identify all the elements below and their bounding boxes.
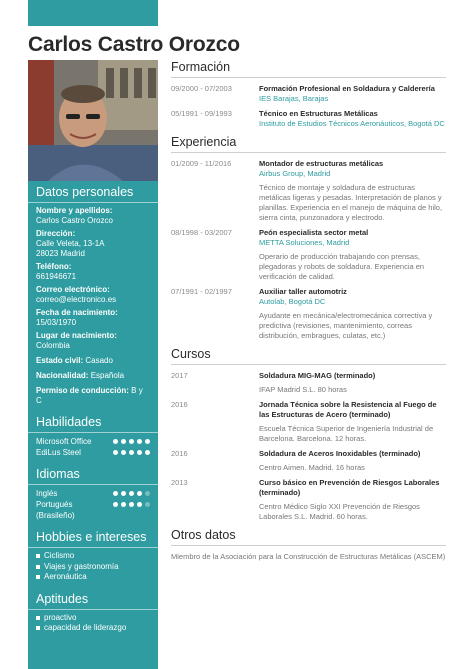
top-accent-bar	[28, 0, 158, 26]
level-dot	[121, 439, 126, 444]
field-nationality: Nacionalidad: Española	[36, 371, 125, 380]
level-dot	[113, 450, 118, 455]
level-dot	[121, 502, 126, 507]
skills-title: Habilidades	[28, 411, 158, 433]
list-item: capacidad de liderazgo	[36, 623, 150, 634]
sidebar	[28, 60, 158, 669]
field-civil-status: Estado civil: Casado	[36, 356, 113, 365]
experience-entry: 07/1991 - 02/1997 Auxiliar taller automotriz Autolab, Bogotá DC Ayudante en mecánica/electromecánica correctiva y predictiva (revisiones, mantenimiento, correas distribución, embragues, culatas, etc.)	[171, 287, 433, 340]
skill-level-dots	[113, 450, 150, 455]
field-birthdate: Fecha de nacimiento: 15/03/1970	[36, 308, 118, 327]
level-dot	[113, 491, 118, 496]
other-data-text: Miembro de la Asociación para la Construcción de Estructuras Metálicas (ASCEM)	[171, 552, 446, 561]
field-fullname: Nombre y apellidos: Carlos Castro Orozco	[36, 206, 113, 225]
level-dot	[113, 502, 118, 507]
education-entry: 09/2000 - 07/2003 Formación Profesional en Soldadura y Calderería IES Barajas, Barajas	[171, 84, 435, 103]
languages-title: Idiomas	[28, 463, 158, 485]
courses-section	[171, 347, 446, 522]
language-item: Portugués (Brasileño)	[28, 499, 158, 521]
course-entry: 2017 Soldadura MIG-MAG (terminado) IFAP Madrid S.L. 80 horas	[171, 371, 376, 394]
level-dot	[137, 491, 142, 496]
field-birthplace: Lugar de nacimiento: Colombia	[36, 331, 117, 350]
aptitudes-list	[28, 613, 158, 634]
level-dot	[113, 439, 118, 444]
other-data-title: Otros datos	[171, 528, 446, 546]
aptitudes-section	[28, 588, 158, 634]
language-level-dots	[113, 502, 150, 507]
experience-entry: 08/1998 - 03/2007 Peón especialista sector metal METTA Soluciones, Madrid Operario de producción trabajando con prensas, plegadoras y robots de soldadura. Experiencia en verificación de calidad.	[171, 228, 425, 281]
language-level-dots	[113, 491, 150, 496]
aptitudes-title: Aptitudes	[28, 588, 158, 610]
level-dot	[145, 491, 150, 496]
field-address: Dirección: Calle Veleta, 13-1A 28023 Madrid	[36, 229, 105, 258]
field-driving-license: Permiso de conducción: B y C	[36, 386, 143, 405]
hobbies-section	[28, 526, 158, 583]
candidate-name: Carlos Castro Orozco	[28, 33, 240, 56]
language-item: Inglés	[28, 488, 158, 499]
profile-photo	[28, 60, 158, 181]
experience-entry: 01/2009 - 11/2016 Montador de estructuras metálicas Airbus Group, Madrid Técnico de montaje y soldadura de estructuras metálicas ligeras y pesadas. Interpretación de planos y planillas. Experiencia en el manejo de máquina de hilo, sierra cinta, punzonadora y electrodo.	[171, 159, 443, 222]
level-dot	[121, 450, 126, 455]
level-dot	[137, 450, 142, 455]
experience-title: Experiencia	[171, 135, 446, 153]
level-dot	[137, 439, 142, 444]
courses-title: Cursos	[171, 347, 446, 365]
level-dot	[129, 491, 134, 496]
experience-section	[171, 135, 446, 341]
level-dot	[121, 491, 126, 496]
list-item: proactivo	[36, 613, 150, 624]
list-item: Aeronáutica	[36, 572, 150, 583]
hobbies-list	[28, 551, 158, 583]
skill-item: EdiLus Steel	[28, 447, 158, 458]
personal-data-title: Datos personales	[28, 181, 158, 203]
skills-section	[28, 411, 158, 458]
education-section	[171, 60, 446, 129]
personal-data-section	[28, 181, 158, 406]
course-entry: 2013 Curso básico en Prevención de Riesgos Laborales (terminado) Centro Médico Siglo XXI Prevención de Riesgos Laborales S.L. Madrid. 60 horas.	[171, 478, 440, 521]
level-dot	[129, 502, 134, 507]
list-item: Ciclismo	[36, 551, 150, 562]
level-dot	[129, 439, 134, 444]
level-dot	[145, 450, 150, 455]
other-data-section	[171, 528, 446, 562]
level-dot	[145, 439, 150, 444]
field-email: Correo electrónico: correo@electronico.es	[36, 285, 117, 304]
languages-section	[28, 463, 158, 521]
education-entry: 05/1991 - 09/1993 Técnico en Estructuras Metálicas Instituto de Estudios Técnicos Aeronáuticos, Bogotá DC	[171, 109, 445, 128]
hobbies-title: Hobbies e intereses	[28, 526, 158, 548]
course-entry: 2016 Jornada Técnica sobre la Resistencia al Fuego de las Estructuras de Acero (terminado) Escuela Técnica Superior de Ingeniería Industrial de Barcelona. Barcelona. 12 horas.	[171, 400, 437, 443]
level-dot	[145, 502, 150, 507]
field-phone: Teléfono: 661946671	[36, 262, 77, 281]
level-dot	[129, 450, 134, 455]
skill-item: Microsoft Office	[28, 436, 158, 447]
skill-level-dots	[113, 439, 150, 444]
education-title: Formación	[171, 60, 446, 78]
list-item: Viajes y gastronomía	[36, 562, 150, 573]
level-dot	[137, 502, 142, 507]
course-entry: 2016 Soldadura de Aceros Inoxidables (terminado) Centro Aimen. Madrid. 16 horas	[171, 449, 421, 472]
main-content	[171, 60, 446, 568]
